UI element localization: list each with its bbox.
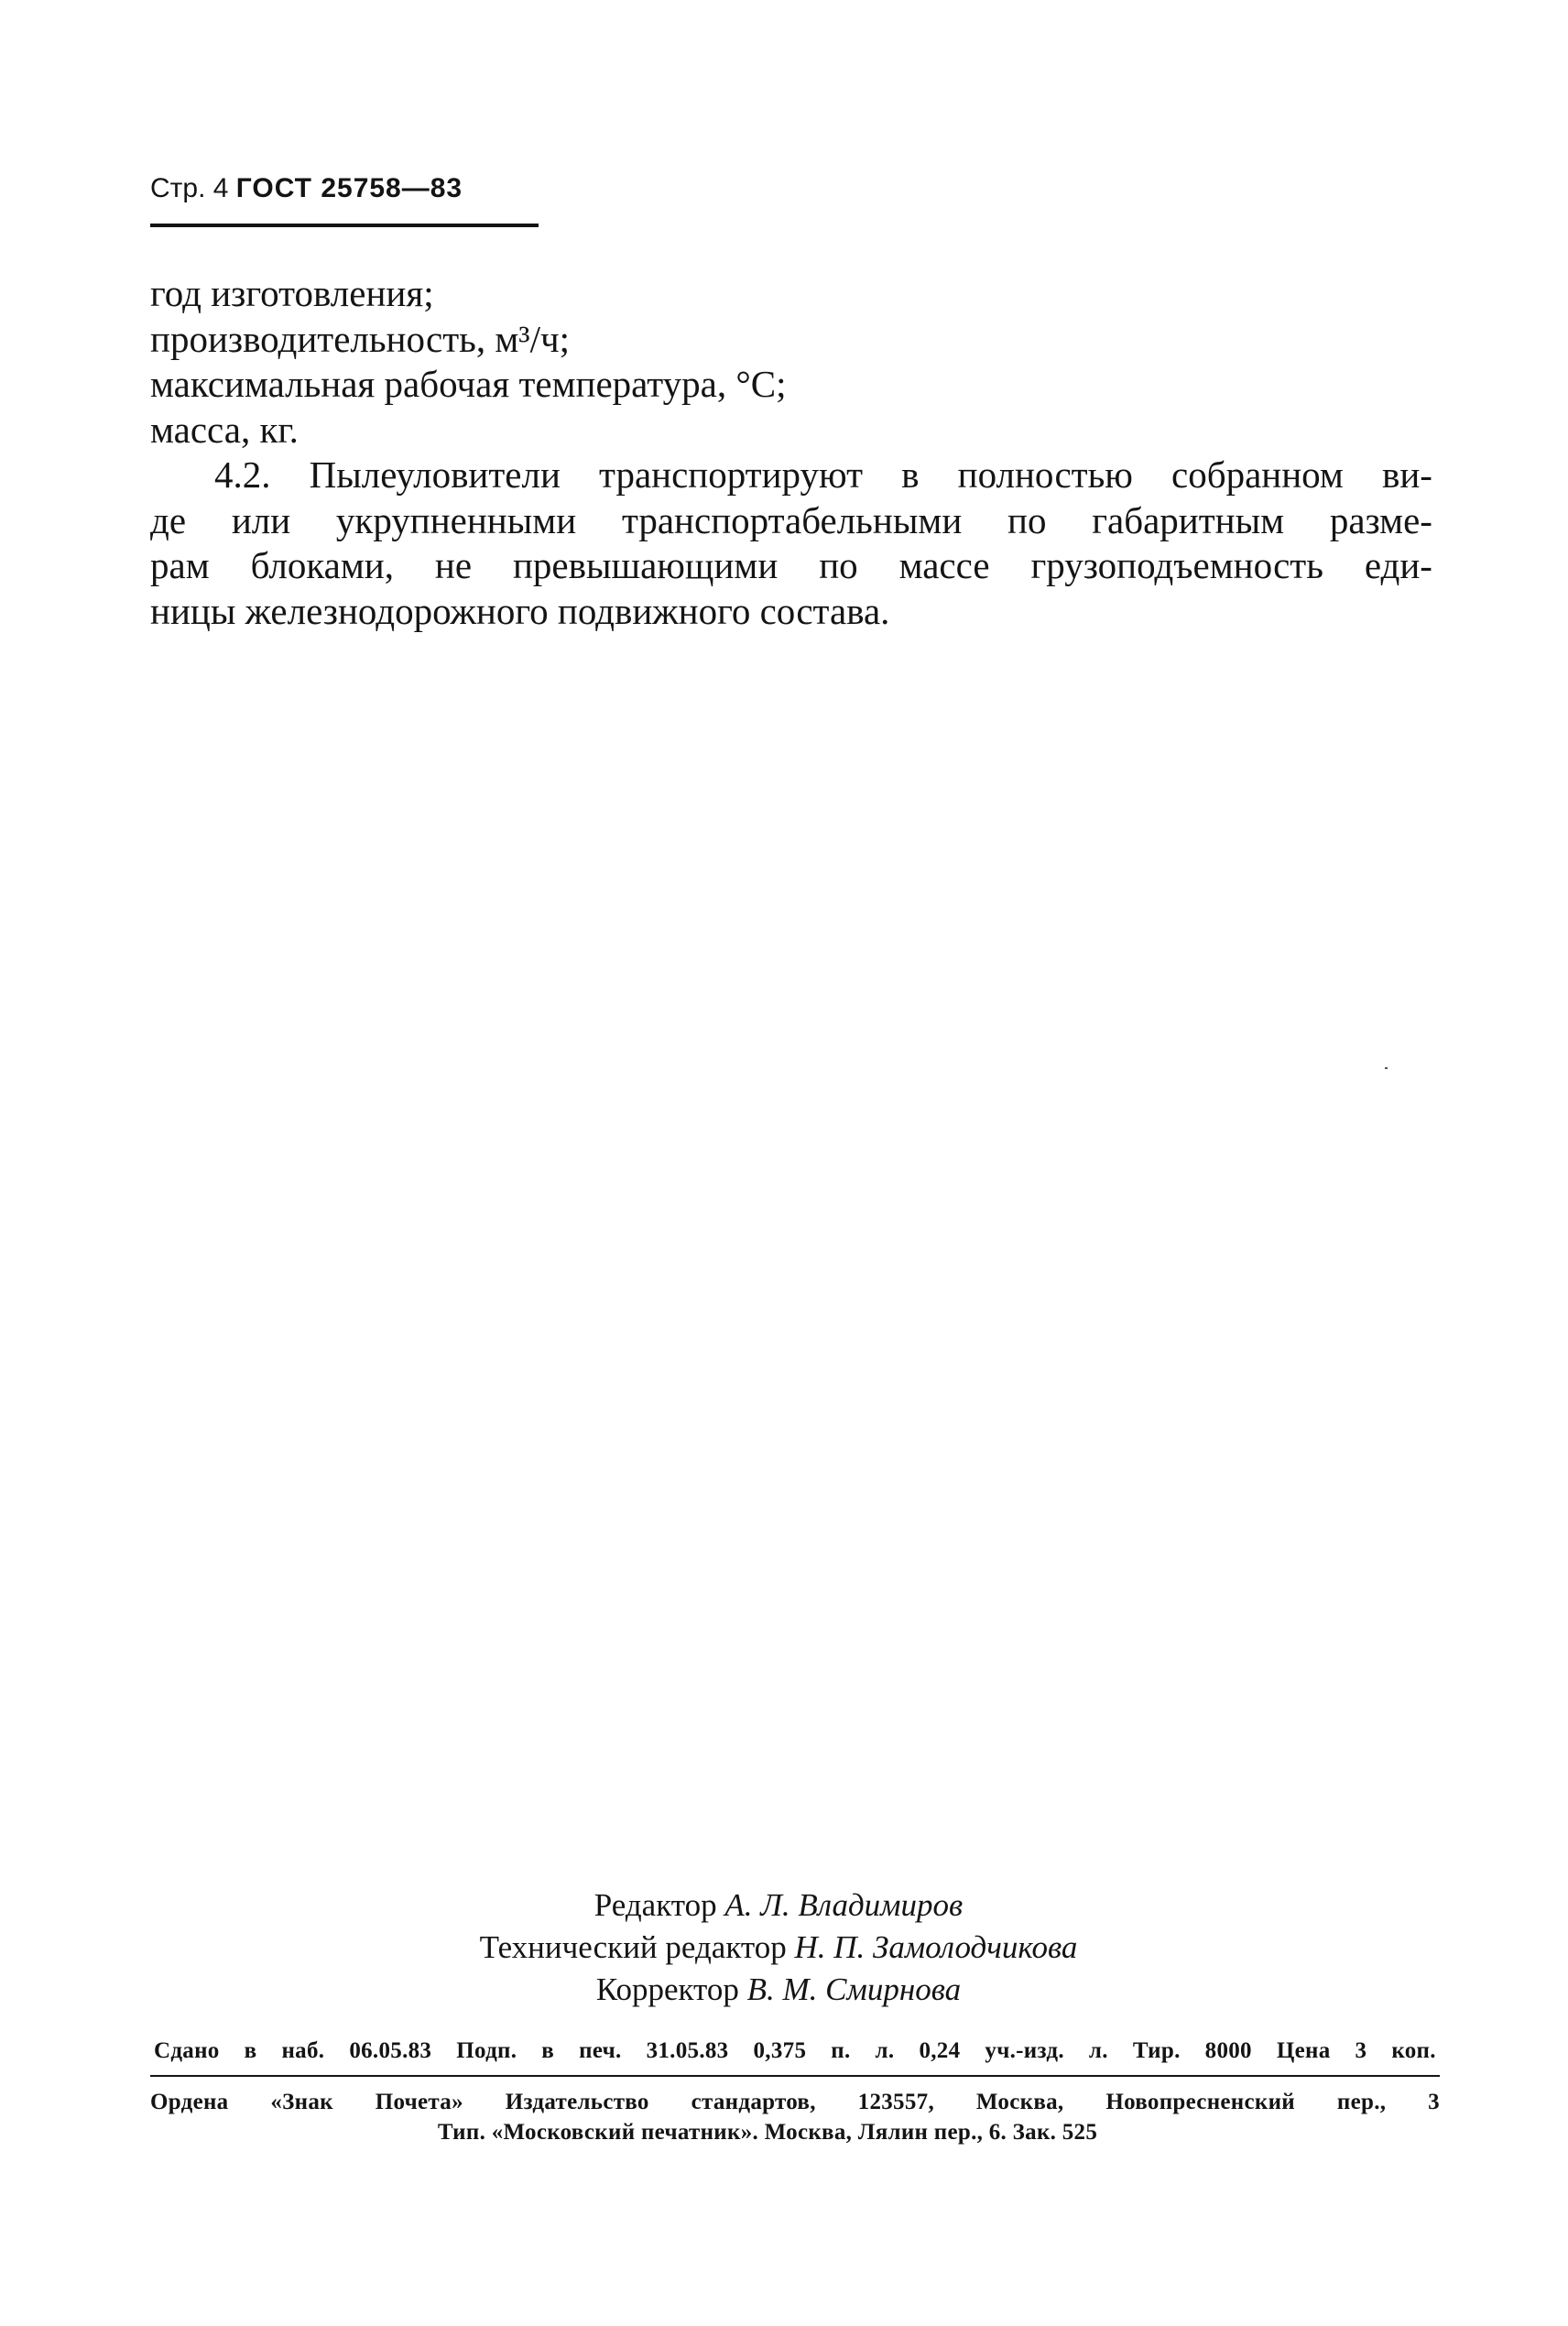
paragraph-word: рам: [150, 544, 210, 586]
paragraph-word: еди-: [1364, 544, 1432, 586]
paragraph-word: блоками,: [250, 544, 394, 586]
paragraph-word: собранном: [1171, 453, 1344, 496]
imprint-token: печ.: [579, 2038, 622, 2063]
paragraph-line: ницы железнодорожного подвижного состава.: [150, 589, 890, 632]
imprint-line: [154, 2036, 1436, 2067]
imprint-token: Тир.: [1132, 2038, 1181, 2063]
paragraph-word: превышающими: [512, 544, 779, 586]
imprint-token: Москва,: [975, 2090, 1064, 2114]
imprint-token: 06.05.83: [349, 2038, 432, 2063]
paragraph-word: по: [819, 544, 858, 586]
imprint-token: коп.: [1391, 2038, 1436, 2063]
imprint-token: пер.,: [1336, 2090, 1387, 2114]
credit-editor: [275, 1884, 1282, 1927]
imprint-rule: [150, 2075, 1440, 2077]
paragraph-word: габаритным: [1092, 498, 1285, 541]
credit-name: Н. П. Замолодчикова: [794, 1929, 1078, 1965]
paragraph-word: по: [1007, 498, 1047, 541]
credit-name: В. М. Смирнова: [746, 1971, 962, 2007]
paragraph-word: грузоподъемность: [1030, 544, 1323, 586]
paragraph-word: или: [231, 498, 291, 541]
imprint-token: 3: [1428, 2090, 1440, 2114]
imprint-token: 8000: [1204, 2038, 1252, 2063]
credit-role: Технический редактор: [479, 1929, 787, 1965]
paragraph-word: в: [901, 453, 920, 496]
imprint-token: «Знак: [270, 2090, 333, 2114]
marking-item: производительность, м³/ч;: [150, 317, 570, 360]
paragraph-word: транспортабельными: [621, 498, 963, 541]
credit-proofreader: [275, 1969, 1282, 2011]
paragraph-word: 4.2.: [214, 453, 271, 496]
scan-speck: [1385, 1067, 1388, 1069]
marking-item: год изготовления;: [150, 272, 434, 314]
imprint-token: Почета»: [375, 2090, 463, 2114]
paragraph-word: де: [150, 498, 187, 541]
credit-name: А. Л. Владимиров: [724, 1887, 964, 1923]
paragraph-word: ви-: [1381, 453, 1432, 496]
marking-item: максимальная рабочая температура, °С;: [150, 363, 787, 405]
paragraph-word: Пылеуловители: [309, 453, 561, 496]
running-header: [150, 170, 463, 207]
imprint-token: в: [244, 2038, 257, 2063]
paragraph-word: разме-: [1329, 498, 1432, 541]
standard-number: ГОСТ 25758—83: [235, 173, 463, 203]
imprint-token: стандартов,: [691, 2090, 816, 2114]
paragraph-word: не: [434, 544, 473, 586]
imprint-token: 123557,: [857, 2090, 934, 2114]
paragraph-word: полностью: [957, 453, 1133, 496]
imprint-token: л.: [875, 2038, 895, 2063]
page-label: Стр. 4: [150, 173, 229, 203]
imprint-token: в: [541, 2038, 555, 2063]
paragraph-line: [150, 498, 1432, 544]
imprint-token: 0,24: [919, 2038, 961, 2063]
paragraph-line: [150, 453, 1432, 498]
imprint-token: л.: [1088, 2038, 1108, 2063]
credit-tech-editor: [275, 1927, 1282, 1969]
paragraph-line: [150, 543, 1432, 589]
publisher-line: Тип. «Московский печатник». Москва, Лялин пер., 6. Зак. 525: [437, 2120, 1098, 2145]
imprint-token: Сдано: [154, 2038, 220, 2063]
publisher-line: [150, 2087, 1440, 2117]
imprint-token: 3: [1355, 2038, 1367, 2063]
imprint-token: Издательство: [505, 2090, 649, 2114]
imprint-token: 31.05.83: [646, 2038, 729, 2063]
paragraph-word: транспортируют: [599, 453, 864, 496]
imprint-token: Ордена: [150, 2090, 229, 2114]
header-rule: [150, 224, 539, 227]
body-text: [150, 271, 1432, 634]
imprint-token: 0,375: [753, 2038, 807, 2063]
imprint-token: Цена: [1276, 2038, 1331, 2063]
imprint-token: п.: [831, 2038, 851, 2063]
credits-block: [275, 1884, 1282, 2011]
paragraph-word: массе: [898, 544, 990, 586]
imprint-token: наб.: [281, 2038, 325, 2063]
credit-role: Редактор: [593, 1887, 717, 1923]
marking-item: масса, кг.: [150, 408, 299, 451]
imprint-token: Новопресненский: [1105, 2090, 1296, 2114]
credit-role: Корректор: [595, 1971, 739, 2007]
paragraph-word: укрупненными: [335, 498, 577, 541]
imprint-token: Подп.: [456, 2038, 517, 2063]
publisher-block: [150, 2087, 1440, 2147]
imprint-token: уч.-изд.: [985, 2038, 1064, 2063]
